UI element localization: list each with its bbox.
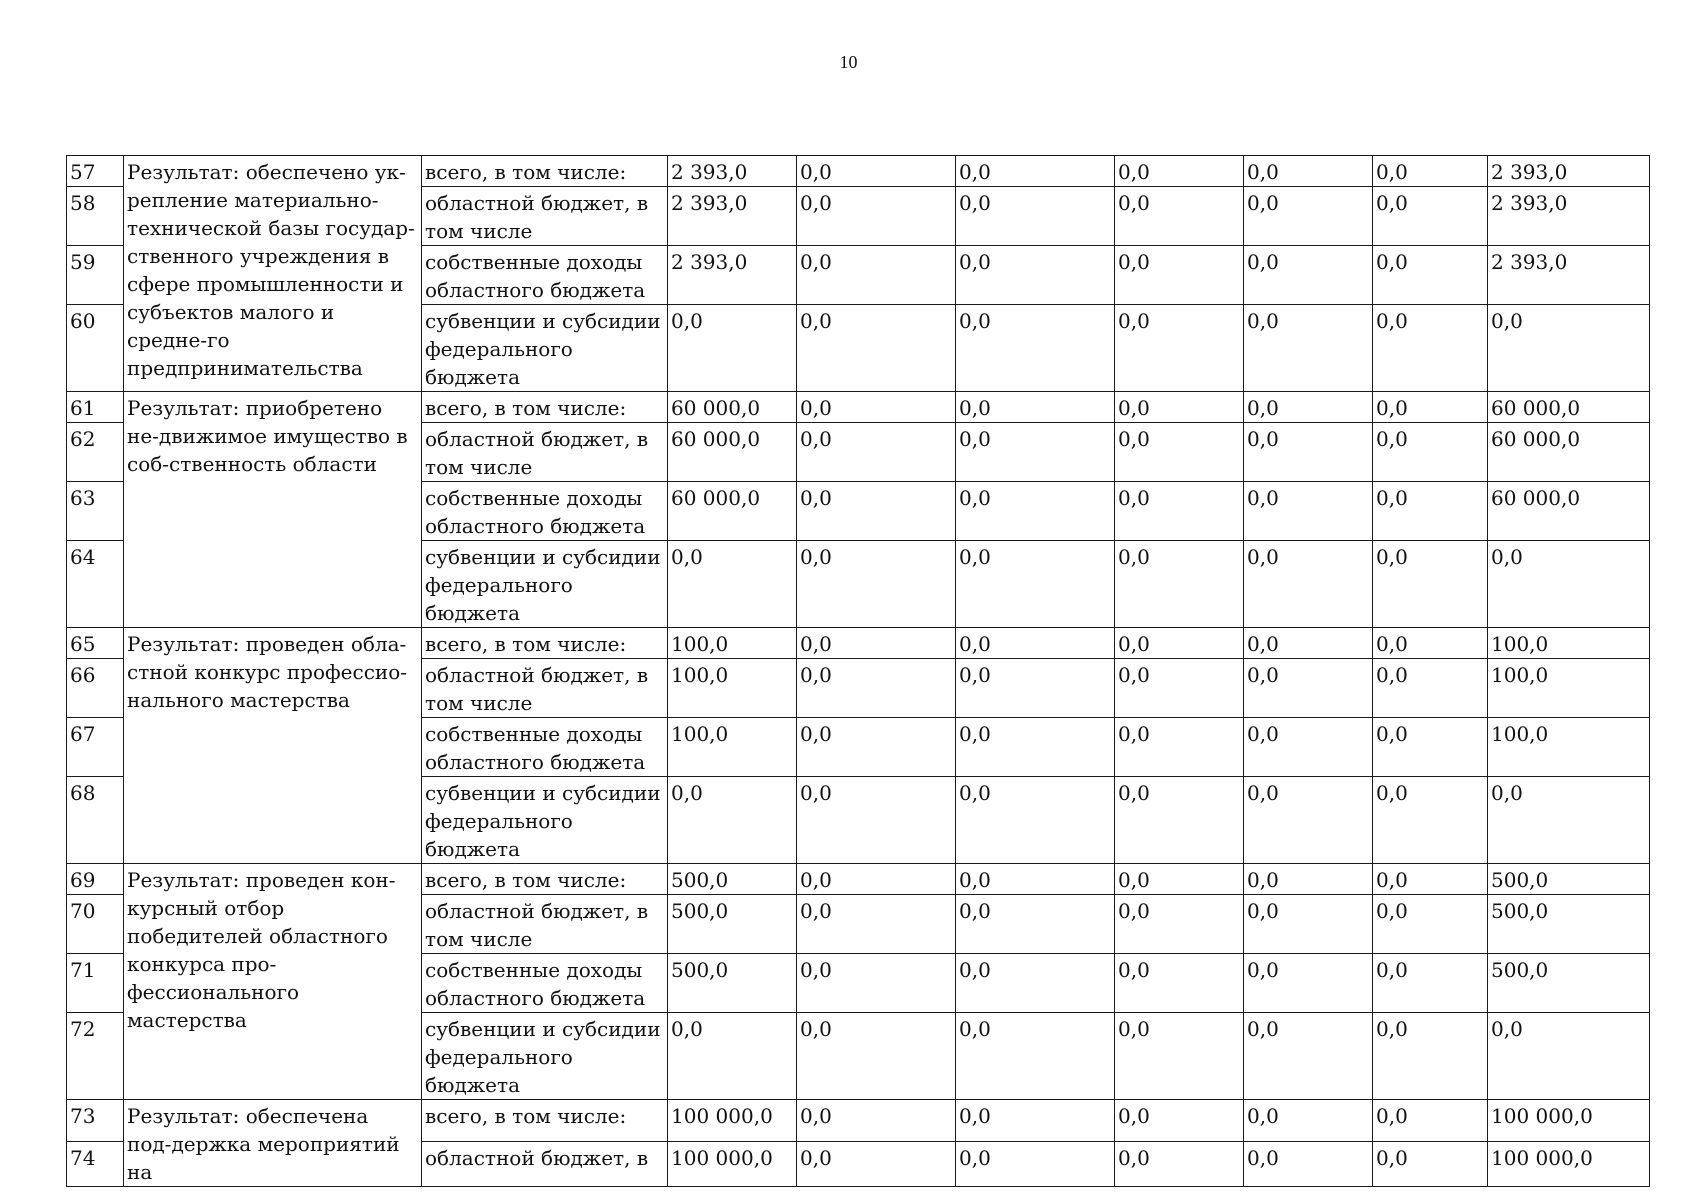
amount-cell: 0,0 — [1115, 954, 1244, 1013]
funding-source: областной бюджет, в — [422, 1142, 668, 1187]
amount-cell: 0,0 — [1115, 659, 1244, 718]
amount-cell: 0,0 — [797, 895, 956, 954]
amount-cell: 0,0 — [1115, 628, 1244, 659]
funding-source: всего, в том числе: — [422, 1100, 668, 1142]
amount-cell: 0,0 — [1373, 895, 1488, 954]
amount-cell: 0,0 — [1115, 482, 1244, 541]
amount-cell: 2 393,0 — [1488, 156, 1650, 187]
amount-cell: 0,0 — [1373, 305, 1488, 392]
funding-source: всего, в том числе: — [422, 392, 668, 423]
amount-cell: 0,0 — [797, 246, 956, 305]
amount-cell: 60 000,0 — [1488, 423, 1650, 482]
amount-cell: 0,0 — [1115, 392, 1244, 423]
amount-cell: 0,0 — [1373, 628, 1488, 659]
result-description: Результат: обеспечено ук-репление материально-технической базы государ-ственного учреждения в сфере промышленности и субъектов малого и средне-го предпринимательства — [124, 156, 422, 392]
amount-cell: 0,0 — [956, 1142, 1115, 1187]
amount-cell: 100,0 — [1488, 659, 1650, 718]
amount-cell: 0,0 — [956, 864, 1115, 895]
amount-cell: 2 393,0 — [1488, 187, 1650, 246]
amount-cell: 0,0 — [1244, 954, 1373, 1013]
amount-cell: 0,0 — [1115, 156, 1244, 187]
amount-cell: 500,0 — [668, 954, 797, 1013]
amount-cell: 0,0 — [1244, 541, 1373, 628]
amount-cell: 0,0 — [1244, 246, 1373, 305]
amount-cell: 0,0 — [797, 1100, 956, 1142]
amount-cell: 0,0 — [797, 659, 956, 718]
amount-cell: 0,0 — [956, 423, 1115, 482]
amount-cell: 0,0 — [1244, 482, 1373, 541]
amount-cell: 0,0 — [956, 187, 1115, 246]
amount-cell: 0,0 — [1373, 777, 1488, 864]
amount-cell: 60 000,0 — [1488, 482, 1650, 541]
amount-cell: 0,0 — [956, 482, 1115, 541]
amount-cell: 500,0 — [1488, 895, 1650, 954]
amount-cell: 2 393,0 — [668, 187, 797, 246]
amount-cell: 0,0 — [1373, 659, 1488, 718]
row-number: 65 — [67, 628, 124, 659]
amount-cell: 100,0 — [1488, 628, 1650, 659]
amount-cell: 0,0 — [956, 895, 1115, 954]
amount-cell: 0,0 — [797, 1142, 956, 1187]
amount-cell: 0,0 — [956, 541, 1115, 628]
row-number: 74 — [67, 1142, 124, 1187]
row-number: 67 — [67, 718, 124, 777]
amount-cell: 0,0 — [668, 1013, 797, 1100]
funding-source: областной бюджет, в том числе — [422, 187, 668, 246]
amount-cell: 60 000,0 — [1488, 392, 1650, 423]
amount-cell: 0,0 — [1488, 305, 1650, 392]
amount-cell: 0,0 — [1244, 187, 1373, 246]
table-row — [67, 392, 1650, 423]
amount-cell: 0,0 — [1373, 482, 1488, 541]
amount-cell: 500,0 — [1488, 954, 1650, 1013]
amount-cell: 0,0 — [1115, 1142, 1244, 1187]
amount-cell: 0,0 — [956, 246, 1115, 305]
table-row — [67, 864, 1650, 895]
amount-cell: 0,0 — [956, 305, 1115, 392]
amount-cell: 0,0 — [1244, 1100, 1373, 1142]
amount-cell: 0,0 — [1115, 1100, 1244, 1142]
amount-cell: 60 000,0 — [668, 482, 797, 541]
amount-cell: 0,0 — [797, 305, 956, 392]
amount-cell: 0,0 — [797, 541, 956, 628]
amount-cell: 0,0 — [956, 392, 1115, 423]
page-number: 10 — [839, 52, 858, 72]
amount-cell: 0,0 — [1373, 954, 1488, 1013]
amount-cell: 500,0 — [1488, 864, 1650, 895]
row-number: 57 — [67, 156, 124, 187]
amount-cell: 0,0 — [1244, 777, 1373, 864]
amount-cell: 0,0 — [1373, 423, 1488, 482]
amount-cell: 0,0 — [956, 718, 1115, 777]
funding-source: всего, в том числе: — [422, 156, 668, 187]
amount-cell: 0,0 — [1115, 895, 1244, 954]
funding-source: областной бюджет, в том числе — [422, 423, 668, 482]
amount-cell: 100,0 — [668, 718, 797, 777]
amount-cell: 0,0 — [797, 482, 956, 541]
row-number: 72 — [67, 1013, 124, 1100]
row-number: 71 — [67, 954, 124, 1013]
row-number: 66 — [67, 659, 124, 718]
amount-cell: 0,0 — [797, 423, 956, 482]
amount-cell: 0,0 — [1115, 1013, 1244, 1100]
funding-source: областной бюджет, в том числе — [422, 895, 668, 954]
row-number: 69 — [67, 864, 124, 895]
amount-cell: 2 393,0 — [1488, 246, 1650, 305]
amount-cell: 0,0 — [1115, 423, 1244, 482]
result-description: Результат: проведен обла-стной конкурс профессио-нального мастерства — [124, 628, 422, 864]
amount-cell: 0,0 — [956, 156, 1115, 187]
result-description: Результат: проведен кон-курсный отбор победителей областного конкурса про-фессионального мастерства — [124, 864, 422, 1100]
row-number: 68 — [67, 777, 124, 864]
amount-cell: 100 000,0 — [668, 1142, 797, 1187]
amount-cell: 60 000,0 — [668, 423, 797, 482]
row-number: 62 — [67, 423, 124, 482]
amount-cell: 0,0 — [1373, 541, 1488, 628]
amount-cell: 0,0 — [797, 1013, 956, 1100]
funding-source: субвенции и субсидии федерального бюджета — [422, 1013, 668, 1100]
amount-cell: 0,0 — [1244, 156, 1373, 187]
amount-cell: 0,0 — [956, 659, 1115, 718]
amount-cell: 0,0 — [1488, 1013, 1650, 1100]
amount-cell: 0,0 — [797, 954, 956, 1013]
budget-table-body — [67, 156, 1650, 1187]
amount-cell: 0,0 — [1373, 1100, 1488, 1142]
amount-cell: 0,0 — [797, 156, 956, 187]
amount-cell: 0,0 — [956, 628, 1115, 659]
amount-cell: 0,0 — [1373, 1013, 1488, 1100]
amount-cell: 0,0 — [956, 1013, 1115, 1100]
amount-cell: 0,0 — [797, 187, 956, 246]
amount-cell: 100 000,0 — [1488, 1142, 1650, 1187]
amount-cell: 60 000,0 — [668, 392, 797, 423]
funding-source: субвенции и субсидии федерального бюджета — [422, 541, 668, 628]
amount-cell: 0,0 — [1373, 718, 1488, 777]
amount-cell: 0,0 — [797, 628, 956, 659]
row-number: 59 — [67, 246, 124, 305]
amount-cell: 0,0 — [1115, 541, 1244, 628]
amount-cell: 100,0 — [668, 628, 797, 659]
amount-cell: 100 000,0 — [1488, 1100, 1650, 1142]
amount-cell: 0,0 — [797, 718, 956, 777]
amount-cell: 0,0 — [956, 777, 1115, 864]
amount-cell: 0,0 — [956, 1100, 1115, 1142]
amount-cell: 100 000,0 — [668, 1100, 797, 1142]
funding-source: собственные доходы областного бюджета — [422, 246, 668, 305]
row-number: 64 — [67, 541, 124, 628]
amount-cell: 0,0 — [1373, 156, 1488, 187]
amount-cell: 0,0 — [1115, 777, 1244, 864]
amount-cell: 0,0 — [797, 864, 956, 895]
amount-cell: 0,0 — [1244, 1013, 1373, 1100]
amount-cell: 0,0 — [1115, 864, 1244, 895]
amount-cell: 0,0 — [1244, 895, 1373, 954]
row-number: 60 — [67, 305, 124, 392]
amount-cell: 0,0 — [1115, 718, 1244, 777]
amount-cell: 0,0 — [956, 954, 1115, 1013]
funding-source: всего, в том числе: — [422, 864, 668, 895]
funding-source: собственные доходы областного бюджета — [422, 482, 668, 541]
amount-cell: 0,0 — [797, 777, 956, 864]
result-description: Результат: обеспечена под-держка мероприятий на — [124, 1100, 422, 1187]
amount-cell: 500,0 — [668, 864, 797, 895]
amount-cell: 2 393,0 — [668, 246, 797, 305]
amount-cell: 0,0 — [1115, 305, 1244, 392]
amount-cell: 2 393,0 — [668, 156, 797, 187]
result-description: Результат: приобретено не-движимое имущество в соб-ственность области — [124, 392, 422, 628]
funding-source: областной бюджет, в том числе — [422, 659, 668, 718]
budget-table — [66, 155, 1650, 1187]
amount-cell: 0,0 — [1373, 392, 1488, 423]
amount-cell: 0,0 — [1115, 187, 1244, 246]
amount-cell: 0,0 — [668, 305, 797, 392]
amount-cell: 0,0 — [1244, 392, 1373, 423]
funding-source: всего, в том числе: — [422, 628, 668, 659]
amount-cell: 0,0 — [668, 541, 797, 628]
funding-source: субвенции и субсидии федерального бюджета — [422, 305, 668, 392]
funding-source: собственные доходы областного бюджета — [422, 718, 668, 777]
funding-source: субвенции и субсидии федерального бюджета — [422, 777, 668, 864]
amount-cell: 0,0 — [1373, 187, 1488, 246]
amount-cell: 0,0 — [1244, 864, 1373, 895]
row-number: 70 — [67, 895, 124, 954]
amount-cell: 0,0 — [1115, 246, 1244, 305]
amount-cell: 0,0 — [1373, 246, 1488, 305]
amount-cell: 0,0 — [1244, 1142, 1373, 1187]
row-number: 58 — [67, 187, 124, 246]
table-row — [67, 156, 1650, 187]
amount-cell: 0,0 — [1488, 777, 1650, 864]
amount-cell: 0,0 — [1373, 1142, 1488, 1187]
amount-cell: 100,0 — [1488, 718, 1650, 777]
amount-cell: 0,0 — [1244, 423, 1373, 482]
amount-cell: 0,0 — [1373, 864, 1488, 895]
amount-cell: 0,0 — [797, 392, 956, 423]
amount-cell: 0,0 — [1244, 718, 1373, 777]
amount-cell: 500,0 — [668, 895, 797, 954]
amount-cell: 100,0 — [668, 659, 797, 718]
amount-cell: 0,0 — [1244, 659, 1373, 718]
amount-cell: 0,0 — [1244, 628, 1373, 659]
table-row — [67, 628, 1650, 659]
row-number: 73 — [67, 1100, 124, 1142]
table-row — [67, 1100, 1650, 1142]
amount-cell: 0,0 — [668, 777, 797, 864]
funding-source: собственные доходы областного бюджета — [422, 954, 668, 1013]
amount-cell: 0,0 — [1244, 305, 1373, 392]
row-number: 61 — [67, 392, 124, 423]
amount-cell: 0,0 — [1488, 541, 1650, 628]
row-number: 63 — [67, 482, 124, 541]
